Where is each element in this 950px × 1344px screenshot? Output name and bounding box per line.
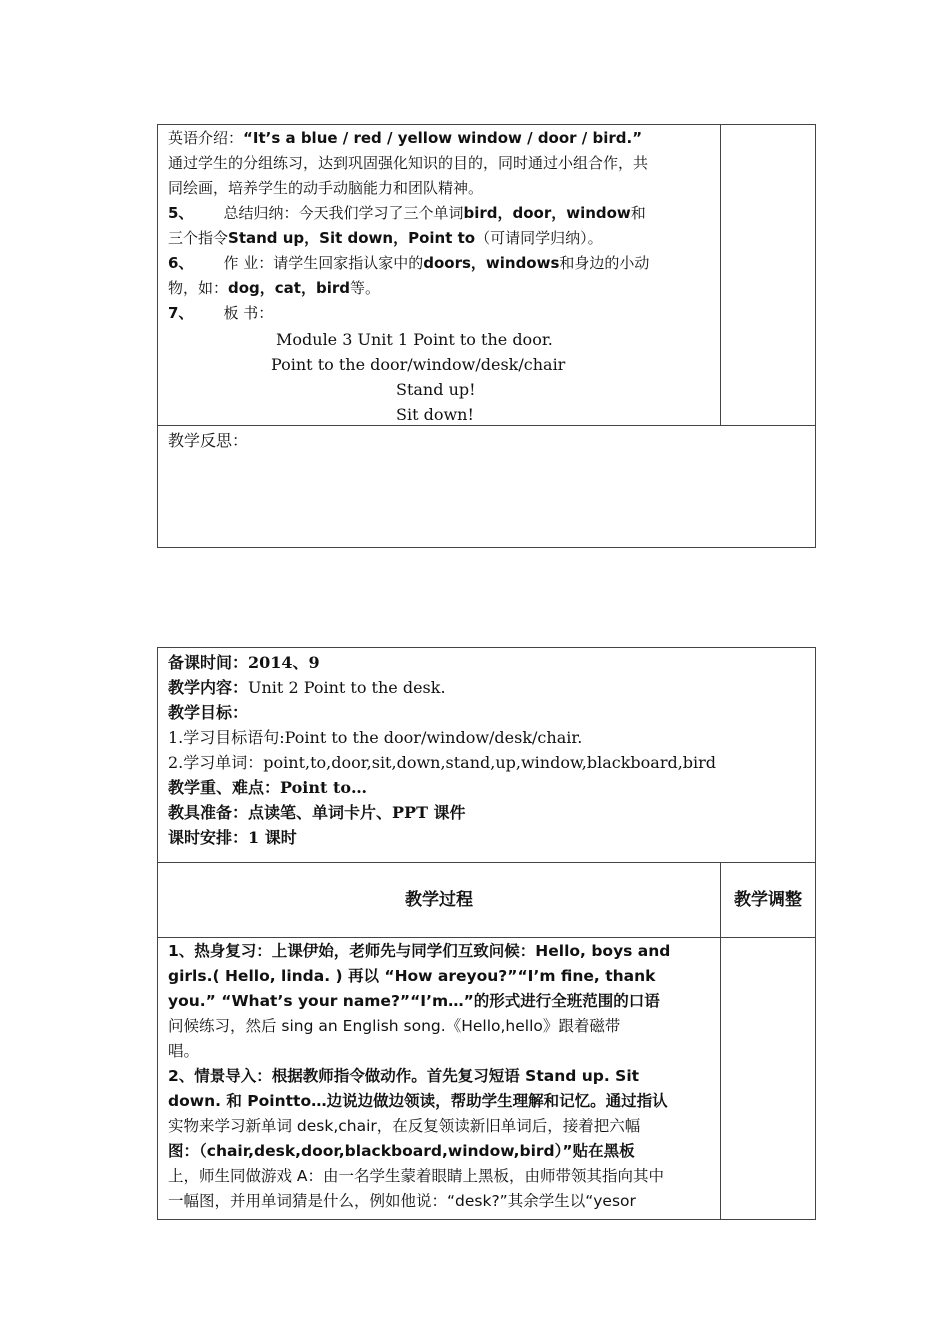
board-line: Module 3 Unit 1 Point to the door. [276, 330, 553, 349]
field-value: point,to,door,sit,down,stand,up,window,blackboard,bird [263, 753, 717, 772]
text-segment: 等。 [350, 279, 381, 297]
text-segment: 通过学生的分组练习，达到巩固强化知识的目的，同时通过小组合作，共 [168, 154, 649, 172]
process-cell-continued [158, 125, 720, 425]
field-label: 1.学习目标语句: [168, 728, 285, 747]
schedule: 课时安排：1 课时 [168, 828, 297, 847]
text-segment: 板 书： [223, 304, 274, 322]
text-segment: 英语介绍： [168, 129, 244, 147]
list-number: 5、 [168, 204, 194, 222]
text-line [168, 226, 603, 251]
text-line [168, 276, 380, 301]
text-segment: （可请同学归纳）。 [475, 229, 603, 247]
process-line: 图：（chair,desk,door,blackboard,window,bird）”贴在黑板 [168, 1142, 635, 1160]
text-segment: 同绘画，培养学生的动手动脑能力和团队精神。 [168, 179, 484, 197]
text-segment: 物，如： [168, 279, 229, 297]
text-line [168, 251, 649, 276]
process-header-cell [158, 863, 720, 937]
lesson-content [168, 675, 446, 700]
text-line [168, 176, 483, 201]
board-line: Sit down! [396, 405, 474, 424]
process-line: girls.( Hello, linda. ) 再以 “How areyou?”“I’m fine, thank [168, 967, 656, 985]
text-line [168, 151, 648, 176]
lesson-plan-table [157, 647, 816, 1220]
reflection-label: 教学反思： [168, 431, 249, 450]
field-label: 教学内容： [168, 678, 249, 697]
process-line: 2、情景导入：根据教师指令做动作。首先复习短语 Stand up. Sit [168, 1067, 640, 1085]
process-line: 实物来学习新单词 desk,chair，在反复领读新旧单词后，接着把六幅 [168, 1117, 641, 1135]
list-number: 6、 [168, 254, 194, 272]
text-segment: 和 [630, 204, 646, 222]
text-segment: bird，door，window [463, 204, 631, 222]
field-value: Point to the door/window/desk/chair. [284, 728, 583, 747]
process-line: you.” “What’s your name?”“I’m…”的形式进行全班范围的口语 [168, 992, 660, 1010]
prep-time: 备课时间：2014、9 [168, 653, 320, 672]
text-line [168, 126, 642, 151]
process-body-cell [158, 938, 720, 1220]
process-header: 教学过程 [405, 890, 473, 910]
process-line: 问候练习，然后 sing an English song.《Hello,hello》跟着磁带 [168, 1017, 621, 1035]
text-segment: 三个指令 [168, 229, 229, 247]
adjust-header-cell [721, 863, 815, 937]
key-points: 教学重、难点：Point to… [168, 778, 368, 797]
lesson-table-top [157, 124, 816, 548]
reflection-cell [158, 426, 815, 548]
goals-label: 教学目标： [168, 703, 249, 722]
process-line: 唱。 [168, 1042, 200, 1060]
process-line: down. 和 Pointto…边说边做边领读，帮助学生理解和记忆。通过指认 [168, 1092, 668, 1110]
text-segment: doors，windows [423, 254, 560, 272]
text-line [168, 301, 273, 326]
list-number: 7、 [168, 304, 194, 322]
process-line: 上，师生同做游戏 A：由一名学生蒙着眼睛上黑板，由师带领其指向其中 [168, 1167, 665, 1185]
text-segment: dog，cat，bird [228, 279, 350, 297]
materials: 教具准备：点读笔、单词卡片、PPT 课件 [168, 803, 466, 822]
process-line: 一幅图，并用单词猜是什么，例如他说：“desk?”其余学生以“yesor [168, 1192, 636, 1210]
text-segment: 总结归纳：今天我们学习了三个单词 [223, 204, 464, 222]
goal-1 [168, 725, 582, 750]
text-segment: “It’s a blue / red / yellow window / door / bird.” [243, 129, 643, 147]
board-line: Stand up! [396, 380, 476, 399]
board-line: Point to the door/window/desk/chair [271, 355, 566, 374]
field-value: Unit 2 Point to the desk. [248, 678, 446, 697]
text-segment: 和身边的小动 [559, 254, 650, 272]
goal-2 [168, 750, 716, 775]
process-line: 1、热身复习：上课伊始，老师先与同学们互致问候：Hello, boys and [168, 942, 671, 960]
adjust-header: 教学调整 [734, 890, 802, 910]
text-line [168, 201, 646, 226]
text-segment: Stand up，Sit down，Point to [228, 229, 476, 247]
text-segment: 作 业：请学生回家指认家中的 [223, 254, 424, 272]
adjust-body-cell [721, 938, 815, 1220]
lesson-info-cell [158, 648, 815, 862]
adjust-cell-empty [721, 125, 816, 425]
field-label: 2.学习单词： [168, 753, 264, 772]
